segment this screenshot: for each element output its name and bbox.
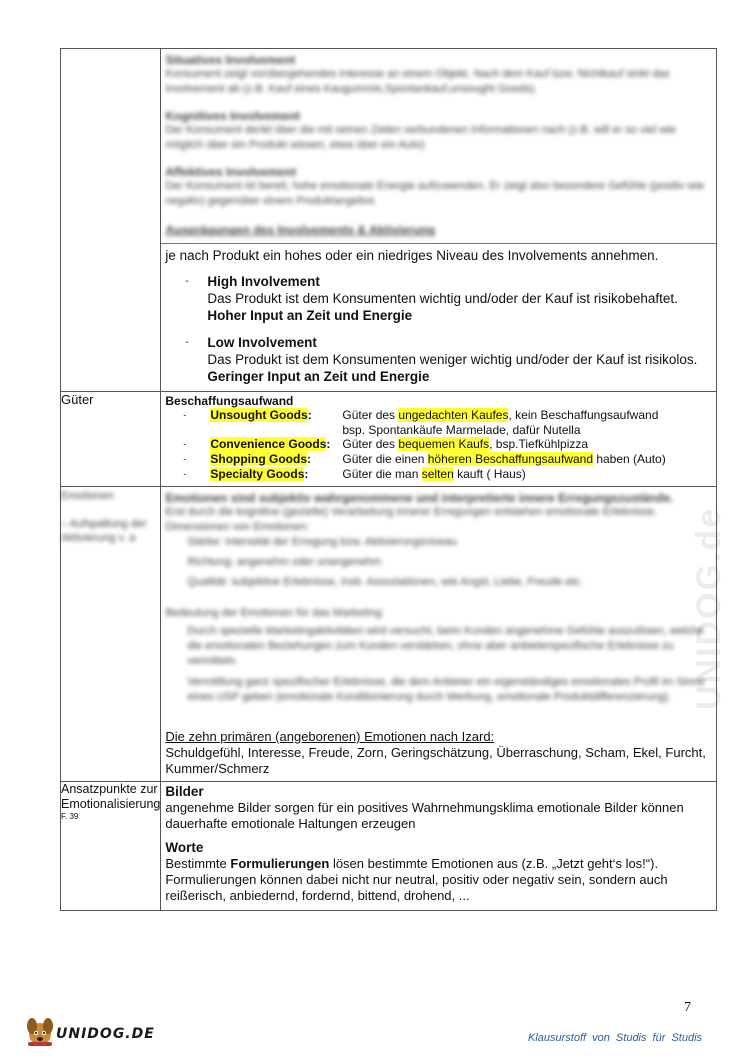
ansatz-cell [161,782,717,911]
blurred-heading: Kognitives Involvement [165,109,301,123]
blurred-heading: Ausprägungen des Involvements & Aktivierung [165,223,435,237]
blurred-label: Emotionen [61,490,114,502]
row-label-cell [61,49,161,392]
blurred-section [161,487,716,727]
table-row [61,487,717,782]
emotionen-label-cell [61,487,161,782]
blurred-text: Richtung: angenehm oder unangenehm [187,556,382,568]
logo-text: UNIDOG.DE [56,1026,155,1042]
blurred-text: Bedeutung der Emotionen für das Marketing: [165,607,385,619]
involvement-cell [161,49,717,392]
list-item-extra: bsp. Spontankäufe Marmelade, dafür Nutella [342,423,581,437]
blurred-text: Qualität: subjektive Erlebnisse, insb. Assoziationen, wie Angst, Liebe, Freude etc. [187,576,583,588]
high-involvement-text: Das Produkt ist dem Konsumenten wichtig und/oder der Kauf ist risikobehaftet. [207,291,678,306]
blurred-label: – Aufspaltung der Aktivierung v. a [61,518,147,544]
low-involvement: - Low Involvement Das Produkt ist dem Konsumenten weniger wichtig und/oder der Kauf ist risikolos. Geringer Input an Zeit und Energie [161,334,716,385]
involvement-intro: je nach Produkt ein hohes oder ein niedriges Niveau des Involvements annehmen. [165,248,659,263]
ansatz-label-cell [61,782,161,911]
list-item: - Specialty Goods: Güter die man selten kauft ( Haus) [183,467,526,481]
footer-slogan: Klausurstoff von Studis für Studis [528,1032,703,1044]
list-item: - Convenience Goods: Güter des bequemen Kaufs, bsp.Tiefkühlpizza [183,437,589,451]
high-involvement-title: High Involvement [207,274,320,289]
emotionen-cell [161,487,717,782]
izard-text: Schuldgefühl, Interesse, Freude, Zorn, Geringschätzung, Überraschung, Scham, Ekel, Furcht, Kummer/Schmerz [165,745,706,776]
izard-emotions [161,727,716,781]
blurred-text: Der Konsument ist bereit, hohe emotionale Energie aufzuwenden. Er zeigt also besondere Gefühle (positiv wie negativ) gegenüber einem Produktangebot. [165,180,705,207]
blurred-text: Konsument zeigt vorübergehendes Interesse an einem Objekt. Nach dem Kauf bzw. Nichtkauf sinkt das Involvement ab (z.B. Kauf eines Kaugummis,Spontankauf,unsought Goods). [165,68,670,95]
blurred-text: Vermittlung ganz spezifischer Erlebnisse, die dem Anbieter ein eigenständiges emotionales Profil im Sinne eines USP geben (emotionale Konditionierung durch Werbung, emotionale Produktdifferenzierung). [187,676,705,703]
blurred-heading: Emotionen sind subjektiv wahrgenommene und interpretierte innere Erregungszustände. [165,491,674,505]
bilder-title: Bilder [165,784,204,799]
blurred-text: Stärke: Intensität der Erregung bzw. Aktivierungsniveau [187,536,458,548]
gueter-heading: Beschaffungsaufwand [165,394,294,408]
high-involvement: - High Involvement Das Produkt ist dem Konsumenten wichtig und/oder der Kauf ist risikobehaftet. Hoher Input an Zeit und Energie [161,273,716,324]
ansatz-note: F. 39 [61,812,79,821]
table-row [61,782,717,911]
page-number: 7 [684,1000,691,1015]
izard-title: Die zehn primären (angeborenen) Emotionen nach Izard: [165,729,495,744]
list-item: - Unsought Goods: Güter des ungedachten Kaufes, kein Beschaffungsaufwand [183,408,659,422]
blurred-text: Durch spezielle Marketingaktivitäten wird versucht, beim Kunden angenehme Gefühle auszulösen, welche die emotionalen Beziehungen zum Kunden verstärken, ohne aber anbieterspezifische Erlebnisse zu vermitteln. [187,625,705,667]
blurred-heading: Affektives Involvement [165,165,297,179]
list-item: - Shopping Goods: Güter die einen höheren Beschaffungsaufwand haben (Auto) [183,452,666,466]
table-row [61,49,717,392]
ansatz-label: Ansatzpunkte zur Emotionalisierung [61,782,161,811]
bilder-text: angenehme Bilder sorgen für ein positives Wahrnehmungsklima emotionale Bilder können dauerhafte emotionale Haltungen erzeugen [165,800,684,831]
table-row [61,392,717,487]
low-involvement-text: Das Produkt ist dem Konsumenten weniger wichtig und/oder der Kauf ist risikolos. [207,352,698,367]
low-involvement-input: Geringer Input an Zeit und Energie [207,369,430,384]
blurred-section [161,49,716,241]
worte-text: Bestimmte Formulierungen lösen bestimmte Emotionen aus (z.B. „Jetzt geht‘s los!“). Formulierungen können dabei nicht nur neutral, positiv oder negativ sein, sondern auch reißerisch, anbiedernd, fordernd, bittend, drohend, ... [165,856,668,903]
watermark: UNIDOG.de [690,506,728,710]
gueter-cell [161,392,717,487]
blurred-text: Erst durch die kognitive (gezielte) Verarbeitung innerer Erregungen entstehen emotionale Erlebnisse. Dimensionen von Emotionen: [165,506,657,533]
worte-title: Worte [165,840,204,855]
blurred-heading: Situatives Involvement [165,53,296,67]
gueter-label: Güter [61,392,161,487]
content-table [60,48,717,911]
low-involvement-title: Low Involvement [207,335,317,350]
high-involvement-input: Hoher Input an Zeit und Energie [207,308,413,323]
blurred-text: Der Konsument denkt über die mit seinen Zielen verbundenen Informationen nach (z.B. will er so viel wie möglich über ein Produkt wissen, etwa über ein Auto) [165,124,676,151]
